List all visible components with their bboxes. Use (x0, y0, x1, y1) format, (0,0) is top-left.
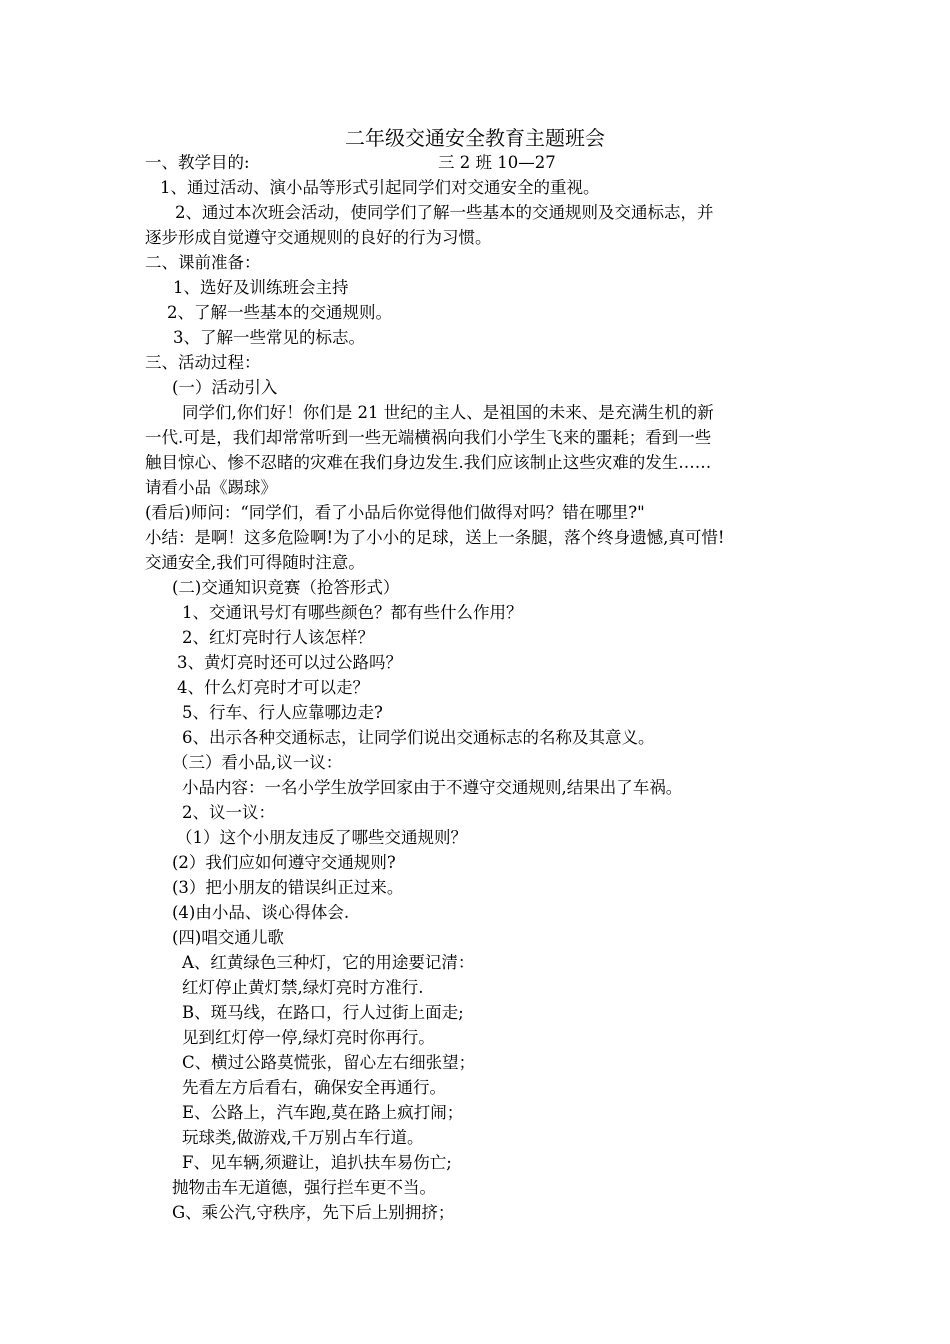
intro-line: 触目惊心、惨不忍睹的灾难在我们身边发生.我们应该制止这些灾难的发生…… (145, 453, 712, 472)
quiz-question: 5、行车、行人应靠哪边走? (182, 703, 383, 722)
intro-line: 请看小品《踢球》 (145, 478, 277, 497)
song-line: B、斑马线，在路口，行人过街上面走; (182, 1003, 464, 1022)
song-line: 见到红灯停一停,绿灯亮时你再行。 (182, 1028, 435, 1047)
part4-heading: (四)唱交通儿歌 (172, 928, 284, 947)
song-line: 玩球类,做游戏,千万别占车行道。 (182, 1128, 424, 1147)
song-line: 红灯停止黄灯禁,绿灯亮时方准行. (182, 978, 424, 997)
skit-line: (3）把小朋友的错误纠正过来。 (172, 878, 404, 897)
intro-line: 小结：是啊！这多危险啊!为了小小的足球，送上一条腿，落个终身遗憾,真可惜! (145, 528, 725, 547)
document-title: 二年级交通安全教育主题班会 (345, 126, 605, 150)
process-heading: 三、活动过程： (145, 353, 261, 372)
class-info: 三 2 班 10—27 (438, 153, 556, 172)
song-line: 抛物击车无道德，强行拦车更不当。 (172, 1178, 436, 1197)
preparation-heading: 二、课前准备： (145, 253, 261, 272)
skit-line: 2、议一议： (182, 803, 275, 822)
part2-heading: (二)交通知识竞赛（抢答形式） (172, 578, 400, 597)
skit-line: (4)由小品、谈心得体会. (172, 903, 350, 922)
intro-line: 交通安全,我们可得随时注意。 (145, 553, 365, 572)
song-line: G、乘公汽,守秩序，先下后上别拥挤； (172, 1203, 455, 1222)
song-line: C、横过公路莫慌张，留心左右细张望； (182, 1053, 476, 1072)
quiz-question: 6、出示各种交通标志，让同学们说出交通标志的名称及其意义。 (182, 728, 655, 747)
goal-item-continuation: 逐步形成自觉遵守交通规则的良好的行为习惯。 (145, 228, 492, 247)
goal-item: 1、通过活动、演小品等形式引起同学们对交通安全的重视。 (160, 178, 600, 197)
song-line: F、见车辆,须避让，追扒扶车易伤亡; (182, 1153, 452, 1172)
intro-line: 一代.可是，我们却常常听到一些无端横祸向我们小学生飞来的噩耗；看到一些 (145, 428, 712, 447)
goals-heading: 一、教学目的: (145, 153, 250, 172)
song-line: E、公路上，汽车跑,莫在路上疯打闹； (182, 1103, 464, 1122)
preparation-item: 2、了解一些基本的交通规则。 (167, 303, 392, 322)
skit-line: (2）我们应如何遵守交通规则? (172, 853, 396, 872)
preparation-item: 1、选好及训练班会主持 (173, 278, 349, 297)
preparation-item: 3、了解一些常见的标志。 (173, 328, 365, 347)
quiz-question: 2、红灯亮时行人该怎样？ (182, 628, 374, 647)
song-line: 先看左方后看右，确保安全再通行。 (182, 1078, 446, 1097)
goal-item: 2、通过本次班会活动，使同学们了解一些基本的交通规则及交通标志，并 (175, 203, 714, 222)
skit-line: （1）这个小朋友违反了哪些交通规则？ (176, 828, 467, 847)
quiz-question: 4、什么灯亮时才可以走？ (177, 678, 369, 697)
skit-line: 小品内容：一名小学生放学回家由于不遵守交通规则,结果出了车祸。 (182, 778, 683, 797)
song-line: A、红黄绿色三种灯，它的用途要记清： (182, 953, 475, 972)
quiz-question: 3、黄灯亮时还可以过公路吗？ (177, 653, 402, 672)
quiz-question: 1、交通讯号灯有哪些颜色？都有些什么作用？ (182, 603, 523, 622)
part3-heading: （三）看小品,议一议： (172, 753, 343, 772)
intro-line: 同学们,你们好！你们是 21 世纪的主人、是祖国的未来、是充满生机的新 (182, 403, 714, 422)
intro-line: (看后)师问：“同学们，看了小品后你觉得他们做得对吗？错在哪里?" (145, 503, 645, 522)
part1-heading: (一）活动引入 (172, 378, 278, 397)
